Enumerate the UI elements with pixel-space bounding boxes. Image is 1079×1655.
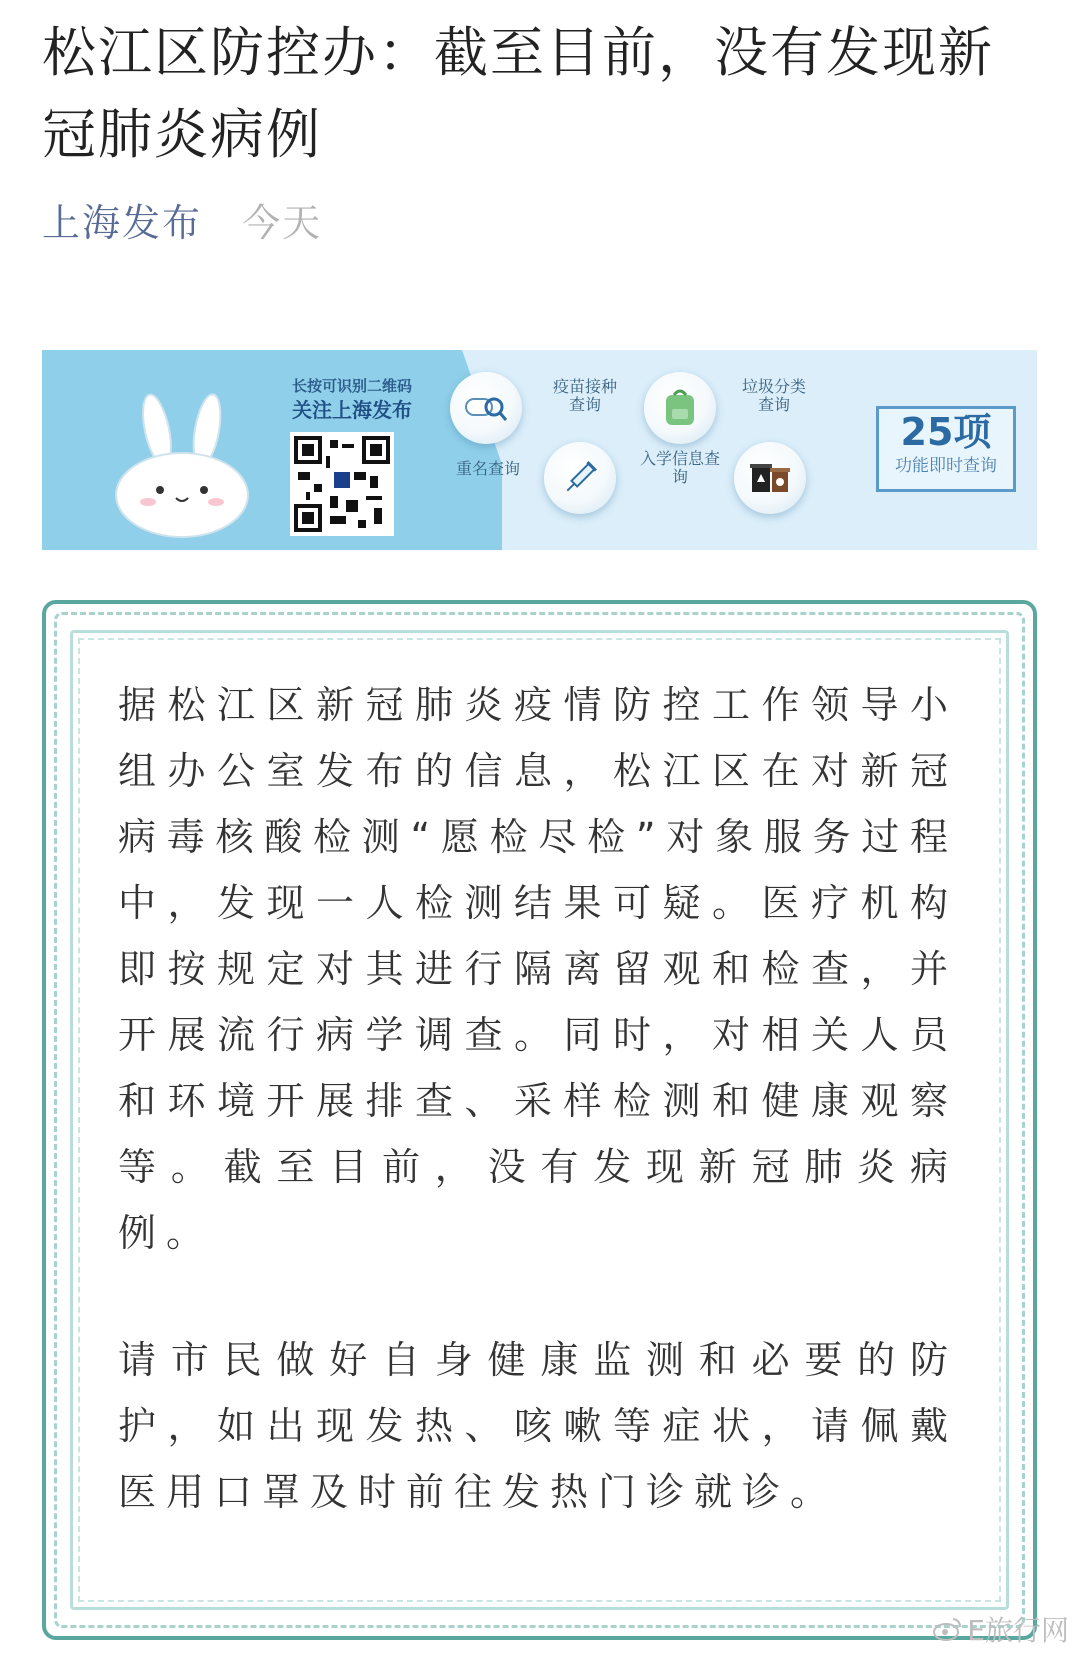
account-name-link[interactable]: 上海发布 — [42, 201, 203, 245]
rabbit-mascot-icon — [112, 390, 252, 540]
qr-caption — [267, 374, 437, 422]
publish-date: 今天 — [242, 201, 323, 245]
feature-count-box[interactable] — [876, 406, 1016, 492]
weibo-logo-icon — [933, 1616, 963, 1642]
vaccine-bubble[interactable] — [544, 442, 616, 514]
magnifier-icon — [464, 393, 508, 423]
backpack-icon — [660, 387, 700, 429]
article-paragraph-1: 据松江区新冠肺炎疫情防控工作领导小组办公室发布的信息，松江区在对新冠病毒核酸检测“愿检尽检”对象服务过程中，发现一人检测结果可疑。医疗机构即按规定对其进行隔离留观和检查，并开展流行病学调查。同时，对相关人员和环境开展排查、采样检测和健康观察等。截至目前，没有发现新冠肺炎病例。 — [118, 683, 958, 1255]
name-search-label[interactable]: 重名查询 — [455, 459, 520, 478]
syringe-icon — [560, 458, 600, 498]
feature-count: 25项 — [900, 410, 992, 454]
school-info-bubble[interactable] — [644, 372, 716, 444]
article-title: 松江区防控办：截至目前，没有发现新冠肺炎病例 — [42, 21, 994, 166]
article-paragraph-2: 请市民做好自身健康监测和必要的防护，如出现发热、咳嗽等症状，请佩戴医用口罩及时前往发热门诊就诊。 — [118, 1338, 958, 1514]
trash-bin-icon — [748, 458, 792, 498]
name-search-bubble[interactable] — [450, 372, 522, 444]
qr-caption-line1: 长按可识别二维码 — [291, 377, 412, 395]
watermark — [933, 1609, 1069, 1649]
feature-count-caption: 功能即时查询 — [895, 456, 997, 476]
qr-code[interactable] — [290, 432, 394, 536]
qr-caption-line2: 关注上海发布 — [292, 398, 412, 422]
school-info-label[interactable]: 入学信息查询 — [640, 449, 721, 486]
article-meta — [42, 198, 322, 248]
qr-code-icon — [294, 436, 390, 532]
vaccine-label[interactable]: 疫苗接种查询 — [552, 377, 617, 414]
garbage-label[interactable]: 垃圾分类查询 — [741, 377, 806, 414]
garbage-bubble[interactable] — [734, 442, 806, 514]
promo-banner[interactable] — [42, 350, 1037, 550]
watermark-text: E旅行网 — [967, 1614, 1069, 1647]
